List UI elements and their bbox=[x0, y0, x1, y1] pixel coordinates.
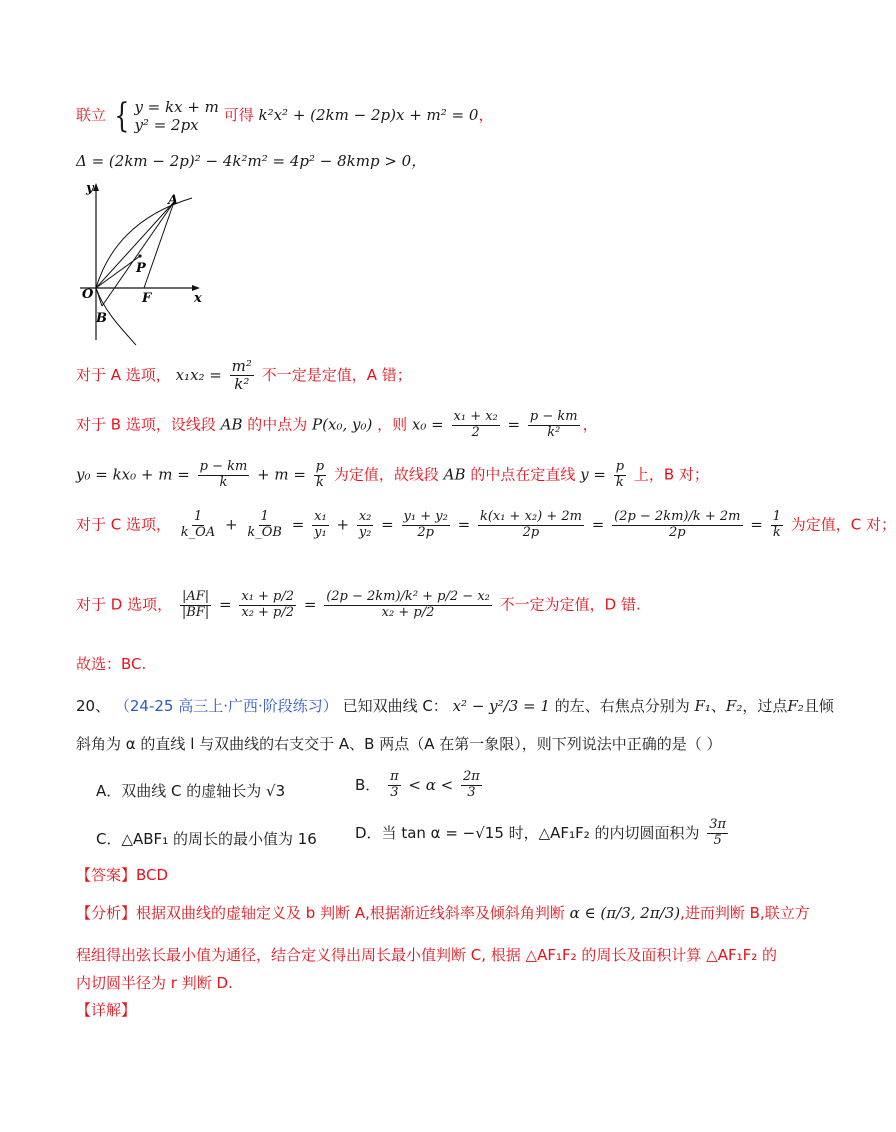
point-P bbox=[138, 254, 141, 257]
option-c-prefix: 对于 C 选项， bbox=[76, 515, 172, 534]
lianli-prefix: 联立 bbox=[76, 106, 107, 124]
label-P: P bbox=[136, 261, 146, 276]
option-d-prefix: 对于 D 选项， bbox=[76, 595, 173, 614]
option-b-ab: AB bbox=[220, 415, 243, 434]
option-a-prefix: 对于 A 选项， bbox=[76, 365, 171, 384]
question-number: 20、 bbox=[76, 697, 111, 715]
choice-a: A．双曲线 C 的虚轴长为 √3 bbox=[96, 782, 286, 800]
segment-OB bbox=[96, 288, 102, 306]
option-a-fraction: $\frac{\text{m²}}{\text{k²}}$ bbox=[231, 357, 252, 394]
option-d-ratio: $\frac{|AF|}{|BF|}$ bbox=[181, 589, 210, 620]
option-d-suffix: 不一定为定值，D 错. bbox=[499, 595, 641, 614]
option-d-m2: $\frac{\text{(2p − 2km)/k² + p/2 − x₂}}{\text{x₂ + p/2}}$ bbox=[326, 589, 490, 620]
option-b-then: ，则 bbox=[377, 415, 408, 434]
option-b-point: P(x₀, y₀) bbox=[312, 415, 373, 434]
label-B: B bbox=[96, 311, 107, 326]
option-d-line: 对于 D 选项， $\frac{|AF|}{|BF|}$ = $\frac{\text{x₁ + p/2}}{\text{x₂ + p/2}}$ = $\frac{\text{(2p − 2km)/k² + p/2 − x₂}}{\text{x₂ + p/2}}$ 不一定为定值，D 错. bbox=[76, 589, 641, 620]
selection-line: 故选：BC. bbox=[76, 655, 147, 673]
option-b-mid: 的中点为 bbox=[247, 415, 308, 434]
label-y: y bbox=[86, 181, 94, 196]
option-d-m1: $\frac{\text{x₁ + p/2}}{\text{x₂ + p/2}}$ bbox=[241, 589, 295, 620]
option-c-t8: $\frac{1}{k}$ bbox=[772, 509, 781, 540]
delta-line: Δ = (2km − 2p)² − 4k²m² = 4p² − 8kmp > 0， bbox=[76, 152, 427, 170]
option-c-line: 对于 C 选项， $\frac{1}{k\_OA}$ + $\frac{1}{k\_OB}$ = $\frac{\text{x₁}}{\text{y₁}}$ + $\frac{\text{x₂}}{\text{y₂}}$ = $\frac{\text{y₁ + y₂}}{2p}$ = $\frac{\text{k(x₁ + x₂) + 2m}}{2p}$ = $\frac{(2p - 2km)/k + 2m}{2p}$ = $\frac{1}{k}$ 为定值，C 对； bbox=[76, 509, 896, 540]
segment-FA bbox=[144, 202, 174, 288]
y0-frac2: $\frac{p}{k}$ bbox=[315, 459, 325, 490]
parabola-figure bbox=[72, 180, 212, 350]
quadratic-equation: k²x² + (2km − 2p)x + m² = 0 bbox=[258, 106, 479, 124]
y0-frac3: $\frac{p}{k}$ bbox=[615, 459, 625, 490]
hyperbola-equation: x² − y²/3 = 1 bbox=[452, 697, 550, 715]
analysis-line2: 程组得出弦长最小值为通径，结合定义得出周长最小值判断 C, 根据 △AF₁F₂ 的周长及面积计算 △AF₁F₂ 的 bbox=[76, 946, 778, 964]
chord-AB bbox=[102, 202, 174, 306]
brace-symbol: { bbox=[114, 96, 130, 136]
question-source: （24-25 高三上·广西·阶段练习） bbox=[114, 697, 338, 715]
y-axis-arrow bbox=[93, 183, 99, 191]
y0-lhs: y₀ = kx₀ + m = bbox=[76, 465, 190, 484]
analysis-line1: 【分析】根据双曲线的虚轴定义及 b 判断 A,根据渐近线斜率及倾斜角判断 α ∈ (π/3, 2π/3),进而判断 B,联立方 bbox=[76, 904, 810, 922]
option-c-t7: $\frac{(2p - 2km)/k + 2m}{2p}$ bbox=[614, 509, 741, 540]
option-a-suffix: 不一定是定值，A 错； bbox=[261, 365, 412, 384]
choice-d: D．当 tan α = −√15 时，△AF₁F₂ 的内切圆面积为 $\frac{3\pi}{5}$ bbox=[355, 817, 727, 848]
option-c-suffix: 为定值，C 对； bbox=[790, 515, 896, 534]
analysis-label: 【分析】 bbox=[76, 904, 137, 922]
equation-system bbox=[111, 98, 219, 134]
option-c-t2: $\frac{1}{k\_OB}$ bbox=[247, 509, 282, 540]
option-c-t1: $\frac{1}{k\_OA}$ bbox=[180, 509, 216, 540]
answer-line bbox=[76, 866, 168, 886]
option-b-line: 对于 B 选项，设线段 AB 的中点为 P(x₀, y₀) ，则 x₀ = $\frac{\text{x₁ + x₂}}{2}$ = $\frac{p - km}{\text{k²}}$ ， bbox=[76, 409, 598, 440]
option-c-t4: $\frac{\text{x₂}}{\text{y₂}}$ bbox=[358, 509, 372, 540]
y0-text: 为定值，故线段 bbox=[333, 465, 439, 484]
system-eq-1: y = kx + m bbox=[134, 98, 219, 116]
answer-label: 【答案】 bbox=[76, 866, 137, 884]
alpha-range: α ∈ (π/3, 2π/3) bbox=[569, 904, 681, 922]
choice-c: C．△ABF₁ 的周长的最小值为 16 bbox=[96, 830, 317, 848]
detail-label: 【详解】 bbox=[76, 1001, 137, 1019]
label-x: x bbox=[194, 291, 202, 306]
question-20-line1: 20、 （24-25 高三上·广西·阶段练习） 已知双曲线 C： x² − y²/3 = 1 的左、右焦点分别为 F₁、F₂，过点F₂且倾 bbox=[76, 697, 834, 715]
option-b-x0: x₀ = bbox=[411, 415, 444, 434]
segment-OA bbox=[96, 202, 174, 288]
choice-b: B． $\frac{\pi}{3}$ < α < $\frac{2\pi}{3}$ bbox=[355, 769, 480, 800]
lianli-end: ， bbox=[478, 106, 494, 124]
option-b-frac1: $\frac{\text{x₁ + x₂}}{2}$ bbox=[453, 409, 498, 440]
lianli-mid: 可得 bbox=[223, 106, 254, 124]
option-c-t6: $\frac{\text{k(x₁ + x₂) + 2m}}{2p}$ bbox=[479, 509, 582, 540]
question-20-line2: 斜角为 α 的直线 l 与双曲线的右支交于 A、B 两点（A 在第一象限），则下列说法中正确的是（ ） bbox=[76, 735, 722, 753]
option-b-frac2: $\frac{p - km}{\text{k²}}$ bbox=[529, 409, 578, 440]
y0-line: y₀ = kx₀ + m = $\frac{p - km}{k}$ + m = $\frac{p}{k}$ 为定值，故线段 AB 的中点在定直线 y = $\frac{p}{k}$ 上，B 对； bbox=[76, 459, 709, 490]
label-F: F bbox=[142, 291, 152, 306]
option-a-line bbox=[76, 358, 412, 394]
option-b-prefix: 对于 B 选项，设线段 bbox=[76, 415, 216, 434]
system-eq-2: y² = 2px bbox=[134, 116, 199, 134]
analysis-line3: 内切圆半径为 r 判断 D. bbox=[76, 974, 233, 992]
option-c-t5: $\frac{\text{y₁ + y₂}}{2p}$ bbox=[403, 509, 448, 540]
lianli-line bbox=[76, 98, 493, 134]
label-O: O bbox=[82, 287, 94, 302]
answer-value: BCD bbox=[136, 866, 169, 884]
label-A: A bbox=[168, 193, 179, 208]
option-c-t3: $\frac{\text{x₁}}{\text{y₁}}$ bbox=[314, 509, 327, 540]
option-a-lhs: x₁x₂ = bbox=[175, 365, 222, 384]
y0-frac1: $\frac{p - km}{k}$ bbox=[199, 459, 248, 490]
